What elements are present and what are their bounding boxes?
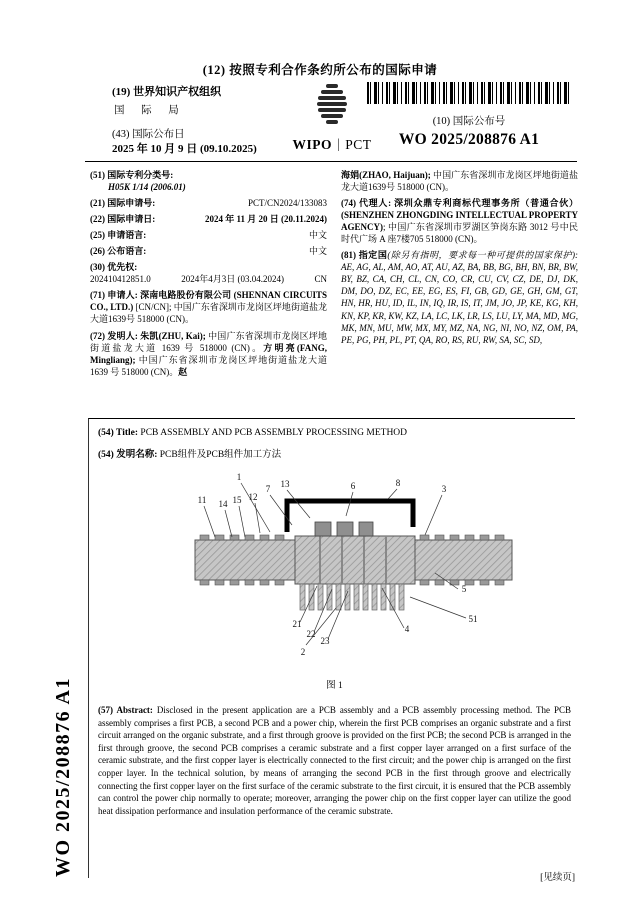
priority-country: CN xyxy=(314,274,327,285)
heatsink-fins xyxy=(300,584,404,610)
ref-51: 51 xyxy=(468,614,477,624)
designated-states-note: (除另有指明，要求每一种可提供的国家保护): xyxy=(387,250,578,261)
ref-15: 15 xyxy=(232,495,241,505)
wipo-globe-icon xyxy=(314,82,350,128)
priority-date: 2024年4月3日 (03.04.2024) xyxy=(181,274,284,285)
ref-8: 8 xyxy=(395,478,400,488)
inventor-1-name: 朱凯(ZHU, Kai); xyxy=(140,330,209,341)
barcode xyxy=(367,82,572,104)
ref-4: 4 xyxy=(404,624,409,634)
inventor-1-address: 中国广东省深圳市龙岗区坪地街道盐龙大道 1639 号 518000 (CN)。 xyxy=(90,330,327,353)
filing-language-value: 中文 xyxy=(308,230,327,241)
agent-name-en: (SHENZHEN ZHONGDING INTELLECTUAL PROPERTY AGENCY) xyxy=(341,210,578,233)
inventor-2-address: 中国广东省深圳市龙岗区坪地街道盐龙大道 1639 号 518000 (CN)。 xyxy=(90,354,327,377)
ref-21: 21 xyxy=(292,619,301,629)
application-number-label: (21) 国际申请号: xyxy=(90,198,156,209)
title-chinese xyxy=(98,446,571,460)
ref-13: 13 xyxy=(280,479,289,489)
pcb-center-ceramic xyxy=(295,536,415,584)
field-71-applicant xyxy=(90,289,327,325)
applicant-address: [CN/CN]; 中国广东省深圳市龙岗区坪地街道盐龙大道1639号 518000 (CN)。 xyxy=(90,302,327,325)
publication-number-block xyxy=(363,82,575,149)
inventors-label: (72) 发明人: xyxy=(90,330,141,341)
field-74-agent xyxy=(341,197,578,245)
org-name: (19) 世界知识产权组织 xyxy=(112,86,222,98)
field-30-priority xyxy=(90,261,327,285)
ref-7: 7 xyxy=(265,484,270,494)
agent-name-cn: 深圳众鼎专利商标代理事务所（普通合伙） xyxy=(394,198,578,209)
ref-23: 23 xyxy=(320,636,329,646)
designated-states-list: AE, AG, AL, AM, AO, AT, AU, AZ, BA, BB, BG, BH, BN, BR, BW, BY, BZ, CA, CH, CL, CN, CO, CR, CU, CV, CZ, DE, DJ, DK, DM, DO, DZ, EC, EE, EG, ES, FI, GB, GD, GE, GH, GM, GT, HN, HR, HU, ID, IL, IN, IQ, IR, IS, IT, JM, JO, JP, KE, KG, KH, KN, KP, KR, KW, KZ, LA, LC, LK, LR, LS, LU, LY, MA, MD, MG, MK, MN, MU, MW, MX, MY, MZ, NA, NG, NI, NO, NZ, OM, PA, PE, PG, PH, PL, PT, QA, RO, RS, RU, RW, SA, SC, SD, xyxy=(341,262,578,345)
bibliographic-data xyxy=(90,169,578,382)
abstract-text: Disclosed in the present application are a PCB assembly and a PCB assembly processing method. The PCB assembly comprises a first PCB, a second PCB and a power chip, wherein the first PCB comprises an organic substrate and a first circuit arranged on the organic substrate, and a first through groove is provided on the first PCB; the second PCB is arranged in the first through groove, the second PCB comprises a ceramic substrate and a first copper layer arranged on a first surface of the ceramic substrate, and the first copper layer is electrically connected to the first circuit; and the power chip is arranged on the first copper layer. In the technical solution, by means of arranging the second PCB in the first through groove and electrically connecting the first copper layer on the first surface of the ceramic substrate to the first circuit, it is ensured that the PCB assembly can control the power chip normally to operate; moreover, arranging the power chip on the first copper layer can utilize the good heat dissipation performance and insulation performance of the ceramic substrate. xyxy=(98,705,571,816)
wordmark-divider: | xyxy=(337,136,341,151)
application-number-value: PCT/CN2024/133083 xyxy=(247,198,327,209)
ref-3: 3 xyxy=(441,484,446,494)
ipc-value: H05K 1/14 (2006.01) xyxy=(108,182,186,193)
designated-states-label: (81) 指定国 xyxy=(341,250,388,261)
applicant-label: (71) 申请人: xyxy=(90,290,141,301)
ref-1: 1 xyxy=(236,472,241,482)
inventor-3-address: 中国广东省深圳市龙岗区坪地街道盐龙大道1639号 518000 (CN)。 xyxy=(341,170,578,193)
field-26-publication-language xyxy=(90,245,327,257)
field-51-ipc xyxy=(90,169,327,193)
filing-date-label: (22) 国际申请日: xyxy=(90,214,156,225)
agent-label: (74) 代理人: xyxy=(341,198,395,209)
publication-date-label: (43) 国际公布日 xyxy=(112,129,185,141)
publication-language-label: (26) 公布语言: xyxy=(90,246,147,257)
field-72-inventor-continuation xyxy=(341,169,578,193)
org-bureau: 国 际 局 xyxy=(114,104,186,116)
publication-language-value: 中文 xyxy=(308,246,327,257)
sidebar-publication-number: WO 2025/208876 A1 xyxy=(52,677,74,877)
pct-wordmark: PCT xyxy=(345,137,372,152)
title-english-label: (54) Title: xyxy=(98,428,139,438)
inventor-2-name: 方明亮(FANG, Mingliang); xyxy=(90,342,327,365)
pcb-left-wing xyxy=(195,540,295,580)
pct-publication-header: (12) 按照专利合作条约所公布的国际申请 xyxy=(202,63,438,77)
filing-language-label: (25) 申请语言: xyxy=(90,230,147,241)
priority-data-row xyxy=(90,273,327,285)
priority-number: 202410412851.0 xyxy=(90,274,151,285)
biblio-left-column xyxy=(90,169,327,382)
ref-12: 12 xyxy=(248,492,257,502)
applicant-name: 深南电路股份有限公司 (SHENNAN CIRCUITS CO., LTD.) xyxy=(90,290,327,313)
power-chips xyxy=(315,522,373,536)
inventor-3-name: 海娟(ZHAO, Haijuan); xyxy=(341,170,434,180)
publishing-office-block xyxy=(112,85,290,158)
ref-2: 2 xyxy=(300,647,305,657)
figure-caption: 图 1 xyxy=(326,681,343,691)
field-21-application-number xyxy=(90,197,327,209)
header-divider xyxy=(85,161,577,162)
field-25-filing-language xyxy=(90,229,327,241)
title-chinese-label: (54) 发明名称: xyxy=(98,450,158,460)
priority-label: (30) 优先权: xyxy=(90,262,138,273)
figure-1-drawing xyxy=(120,470,550,662)
abstract xyxy=(98,704,571,817)
field-72-inventors xyxy=(90,330,327,378)
title-chinese-value: PCB组件及PCB组件加工方法 xyxy=(157,450,282,460)
title-figure-abstract-section xyxy=(88,418,575,878)
ref-22: 22 xyxy=(306,629,315,639)
inventor-3-name-start: 赵 xyxy=(178,366,188,377)
figure-1 xyxy=(98,470,571,691)
agent-address: ; 中国广东省深圳市罗湖区笋岗东路 3012 号中民时代广场 A 座7楼705 518000 (CN)。 xyxy=(341,222,578,245)
publication-number-label: (10) 国际公布号 xyxy=(432,116,506,127)
ipc-label: (51) 国际专利分类号: xyxy=(90,170,174,180)
abstract-label: (57) Abstract: xyxy=(98,705,153,715)
pcb-right-wing xyxy=(415,540,512,580)
biblio-right-column xyxy=(341,169,578,382)
ref-5: 5 xyxy=(461,584,466,594)
title-english xyxy=(98,428,571,438)
field-81-designated-states xyxy=(341,249,578,345)
ref-11: 11 xyxy=(197,495,206,505)
wipo-wordmark: WIPO xyxy=(292,137,333,152)
publication-date: 2025 年 10 月 9 日 (09.10.2025) xyxy=(112,143,257,156)
publication-number: WO 2025/208876 A1 xyxy=(398,131,540,148)
continuation-note: [见续页] xyxy=(540,873,575,883)
title-english-value: PCB ASSEMBLY AND PCB ASSEMBLY PROCESSING METHOD xyxy=(138,428,408,438)
field-22-filing-date xyxy=(90,213,327,225)
ref-6: 6 xyxy=(350,481,355,491)
filing-date-value: 2024 年 11 月 20 日 (20.11.2024) xyxy=(204,214,327,225)
ref-14: 14 xyxy=(218,499,227,509)
